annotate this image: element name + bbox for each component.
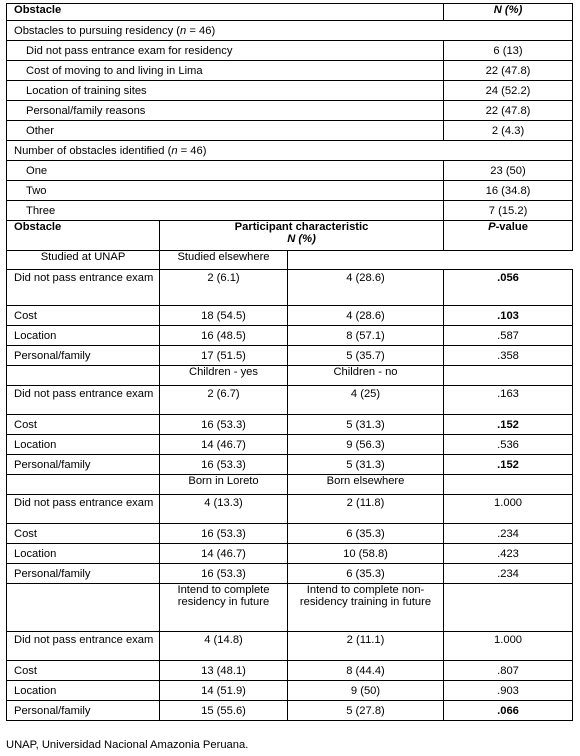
comparison-header-characteristic: Participant characteristic N (%) bbox=[160, 221, 444, 251]
row-value: 22 (47.8) bbox=[444, 101, 573, 121]
table-row bbox=[7, 346, 573, 366]
row-label: Did not pass entrance exam for residency bbox=[7, 41, 444, 61]
row-value-col1: 16 (53.3) bbox=[160, 564, 288, 584]
row-value: 16 (34.8) bbox=[444, 181, 573, 201]
table-row bbox=[7, 326, 573, 346]
row-value-col2: 6 (35.3) bbox=[288, 564, 444, 584]
row-pvalue: .152 bbox=[444, 415, 573, 435]
footnote: UNAP, Universidad Nacional Amazonia Peruana. bbox=[6, 739, 249, 751]
group-blank bbox=[7, 475, 160, 495]
row-value-col1: 16 (53.3) bbox=[160, 415, 288, 435]
row-pvalue: .103 bbox=[444, 306, 573, 326]
row-label: Personal/family bbox=[7, 564, 160, 584]
group-col2-label: Born elsewhere bbox=[288, 475, 444, 495]
row-value-col1: 15 (55.6) bbox=[160, 701, 288, 721]
row-pvalue: .066 bbox=[444, 701, 573, 721]
group-blank bbox=[444, 475, 573, 495]
row-value-col1: 17 (51.5) bbox=[160, 346, 288, 366]
row-value-col1: 16 (53.3) bbox=[160, 524, 288, 544]
table-row bbox=[7, 495, 573, 524]
row-pvalue: .807 bbox=[444, 661, 573, 681]
row-label: Did not pass entrance exam bbox=[7, 632, 160, 661]
row-label: Location bbox=[7, 681, 160, 701]
row-value-col1: 2 (6.7) bbox=[160, 386, 288, 415]
row-pvalue: .234 bbox=[444, 564, 573, 584]
group-col2-label: Children - no bbox=[288, 366, 444, 386]
table-row bbox=[7, 81, 573, 101]
row-label: Location of training sites bbox=[7, 81, 444, 101]
row-value-col1: 16 (48.5) bbox=[160, 326, 288, 346]
row-value-col2: 8 (57.1) bbox=[288, 326, 444, 346]
row-value-col2: 8 (44.4) bbox=[288, 661, 444, 681]
row-value-col2: 2 (11.1) bbox=[288, 632, 444, 661]
group-blank bbox=[444, 366, 573, 386]
row-label: Location bbox=[7, 435, 160, 455]
row-pvalue: .163 bbox=[444, 386, 573, 415]
row-pvalue: .536 bbox=[444, 435, 573, 455]
row-label: Other bbox=[7, 121, 444, 141]
row-pvalue: .056 bbox=[444, 270, 573, 306]
section-title-row bbox=[7, 141, 573, 161]
row-label: Personal/family reasons bbox=[7, 101, 444, 121]
row-value-col2: 4 (28.6) bbox=[288, 270, 444, 306]
group-header-row bbox=[7, 251, 573, 270]
row-value-col1: 14 (51.9) bbox=[160, 681, 288, 701]
row-label: Did not pass entrance exam bbox=[7, 270, 160, 306]
row-value-col2: 9 (50) bbox=[288, 681, 444, 701]
row-pvalue: .587 bbox=[444, 326, 573, 346]
group-col2-label: Studied elsewhere bbox=[160, 251, 288, 270]
group-blank bbox=[7, 584, 160, 632]
table-row bbox=[7, 61, 573, 81]
group-col1-label: Children - yes bbox=[160, 366, 288, 386]
comparison-header-pvalue: P-value bbox=[444, 221, 573, 251]
comparison-header-row bbox=[7, 221, 573, 251]
row-label: Location bbox=[7, 544, 160, 564]
table-row bbox=[7, 544, 573, 564]
row-value-col1: 14 (46.7) bbox=[160, 544, 288, 564]
table-row bbox=[7, 455, 573, 475]
row-pvalue: 1.000 bbox=[444, 632, 573, 661]
table-row bbox=[7, 524, 573, 544]
group-header-row bbox=[7, 475, 573, 495]
row-value-col2: 10 (58.8) bbox=[288, 544, 444, 564]
section-title-row bbox=[7, 21, 573, 41]
row-label: Cost bbox=[7, 661, 160, 681]
row-value: 2 (4.3) bbox=[444, 121, 573, 141]
row-pvalue: .358 bbox=[444, 346, 573, 366]
table-row bbox=[7, 41, 573, 61]
row-label: Cost bbox=[7, 306, 160, 326]
row-value-col1: 16 (53.3) bbox=[160, 455, 288, 475]
group-header-row bbox=[7, 584, 573, 632]
row-label: Personal/family bbox=[7, 701, 160, 721]
row-value-col1: 4 (14.8) bbox=[160, 632, 288, 661]
row-label: Cost bbox=[7, 524, 160, 544]
table-row bbox=[7, 201, 573, 221]
row-label: Personal/family bbox=[7, 346, 160, 366]
table-row bbox=[7, 306, 573, 326]
row-label: Cost bbox=[7, 415, 160, 435]
row-label: Did not pass entrance exam bbox=[7, 386, 160, 415]
row-label: One bbox=[7, 161, 444, 181]
row-value-col2: 4 (28.6) bbox=[288, 306, 444, 326]
row-value-col1: 18 (54.5) bbox=[160, 306, 288, 326]
row-value-col1: 13 (48.1) bbox=[160, 661, 288, 681]
table-row bbox=[7, 101, 573, 121]
table-row bbox=[7, 435, 573, 455]
row-pvalue: .234 bbox=[444, 524, 573, 544]
header-n-percent: N (%) bbox=[444, 4, 573, 21]
row-value: 22 (47.8) bbox=[444, 61, 573, 81]
row-value-col2: 6 (35.3) bbox=[288, 524, 444, 544]
row-value-col2: 4 (25) bbox=[288, 386, 444, 415]
row-value: 23 (50) bbox=[444, 161, 573, 181]
row-value: 24 (52.2) bbox=[444, 81, 573, 101]
table-row bbox=[7, 386, 573, 415]
row-value-col2: 2 (11.8) bbox=[288, 495, 444, 524]
row-value-col2: 5 (31.3) bbox=[288, 415, 444, 435]
table-row bbox=[7, 415, 573, 435]
table-row bbox=[7, 701, 573, 721]
row-value-col1: 4 (13.3) bbox=[160, 495, 288, 524]
row-value-col2: 9 (56.3) bbox=[288, 435, 444, 455]
row-pvalue: .152 bbox=[444, 455, 573, 475]
row-label: Location bbox=[7, 326, 160, 346]
group-header-row bbox=[7, 366, 573, 386]
section-title-number: Number of obstacles identified (n = 46) bbox=[7, 141, 573, 161]
table-row bbox=[7, 181, 573, 201]
group-blank bbox=[7, 366, 160, 386]
overall-header-row bbox=[7, 4, 573, 21]
row-value-col1: 14 (46.7) bbox=[160, 435, 288, 455]
row-value: 6 (13) bbox=[444, 41, 573, 61]
row-label: Personal/family bbox=[7, 455, 160, 475]
table-row bbox=[7, 632, 573, 661]
row-pvalue: .903 bbox=[444, 681, 573, 701]
row-value-col2: 5 (35.7) bbox=[288, 346, 444, 366]
group-blank bbox=[444, 584, 573, 632]
group-col2-label: Intend to complete non-residency training in future bbox=[288, 584, 444, 632]
group-col1-label: Born in Loreto bbox=[160, 475, 288, 495]
comparison-header-obstacle: Obstacle bbox=[7, 221, 160, 251]
table-row bbox=[7, 681, 573, 701]
row-value: 7 (15.2) bbox=[444, 201, 573, 221]
row-label: Did not pass entrance exam bbox=[7, 495, 160, 524]
row-value-col2: 5 (31.3) bbox=[288, 455, 444, 475]
header-obstacle: Obstacle bbox=[7, 4, 444, 21]
row-label: Two bbox=[7, 181, 444, 201]
section-title-obstacles: Obstacles to pursuing residency (n = 46) bbox=[7, 21, 573, 41]
table-row bbox=[7, 564, 573, 584]
group-col1-label: Intend to complete residency in future bbox=[160, 584, 288, 632]
table-row bbox=[7, 161, 573, 181]
table-row bbox=[7, 270, 573, 306]
row-pvalue: 1.000 bbox=[444, 495, 573, 524]
row-value-col2: 5 (27.8) bbox=[288, 701, 444, 721]
table-row bbox=[7, 121, 573, 141]
group-col1-label: Studied at UNAP bbox=[7, 251, 160, 270]
row-label: Cost of moving to and living in Lima bbox=[7, 61, 444, 81]
table-row bbox=[7, 661, 573, 681]
row-label: Three bbox=[7, 201, 444, 221]
row-pvalue: .423 bbox=[444, 544, 573, 564]
obstacles-table bbox=[6, 3, 573, 721]
row-value-col1: 2 (6.1) bbox=[160, 270, 288, 306]
